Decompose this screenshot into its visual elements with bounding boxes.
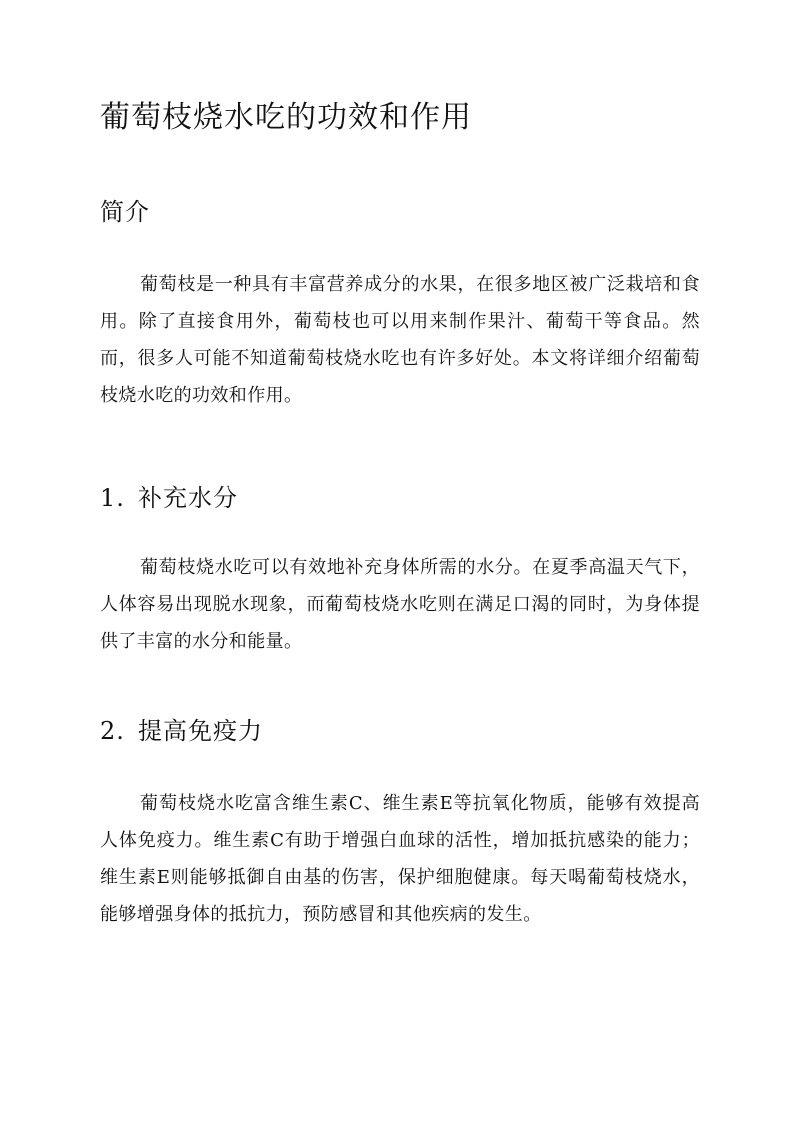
section-heading (100, 715, 263, 747)
section-number: 1. (100, 484, 125, 512)
section-number: 2. (100, 717, 125, 745)
document-title: 葡萄枝烧水吃的功效和作用 (100, 100, 472, 135)
intro-heading: 简介 (100, 198, 150, 226)
section-heading (100, 482, 238, 514)
section-title: 提高免疫力 (138, 717, 263, 745)
section-paragraph: 葡萄枝烧水吃富含维生素C、维生素E等抗氧化物质，能够有效提高人体免疫力。维生素C有助于增强白血球的活性，增加抵抗感染的能力；维生素E则能够抵御自由基的伤害，保护细胞健康。每天喝葡萄枝烧水，能够增强身体的抵抗力，预防感冒和其他疾病的发生。 (100, 793, 700, 925)
section-paragraph: 葡萄枝烧水吃可以有效地补充身体所需的水分。在夏季高温天气下，人体容易出现脱水现象，而葡萄枝烧水吃则在满足口渴的同时，为身体提供了丰富的水分和能量。 (100, 557, 700, 652)
section-title: 补充水分 (138, 484, 238, 512)
intro-paragraph: 葡萄枝是一种具有丰富营养成分的水果，在很多地区被广泛栽培和食用。除了直接食用外，葡萄枝也可以用来制作果汁、葡萄干等食品。然而，很多人可能不知道葡萄枝烧水吃也有许多好处。本文将详细介绍葡萄枝烧水吃的功效和作用。 (100, 274, 700, 406)
